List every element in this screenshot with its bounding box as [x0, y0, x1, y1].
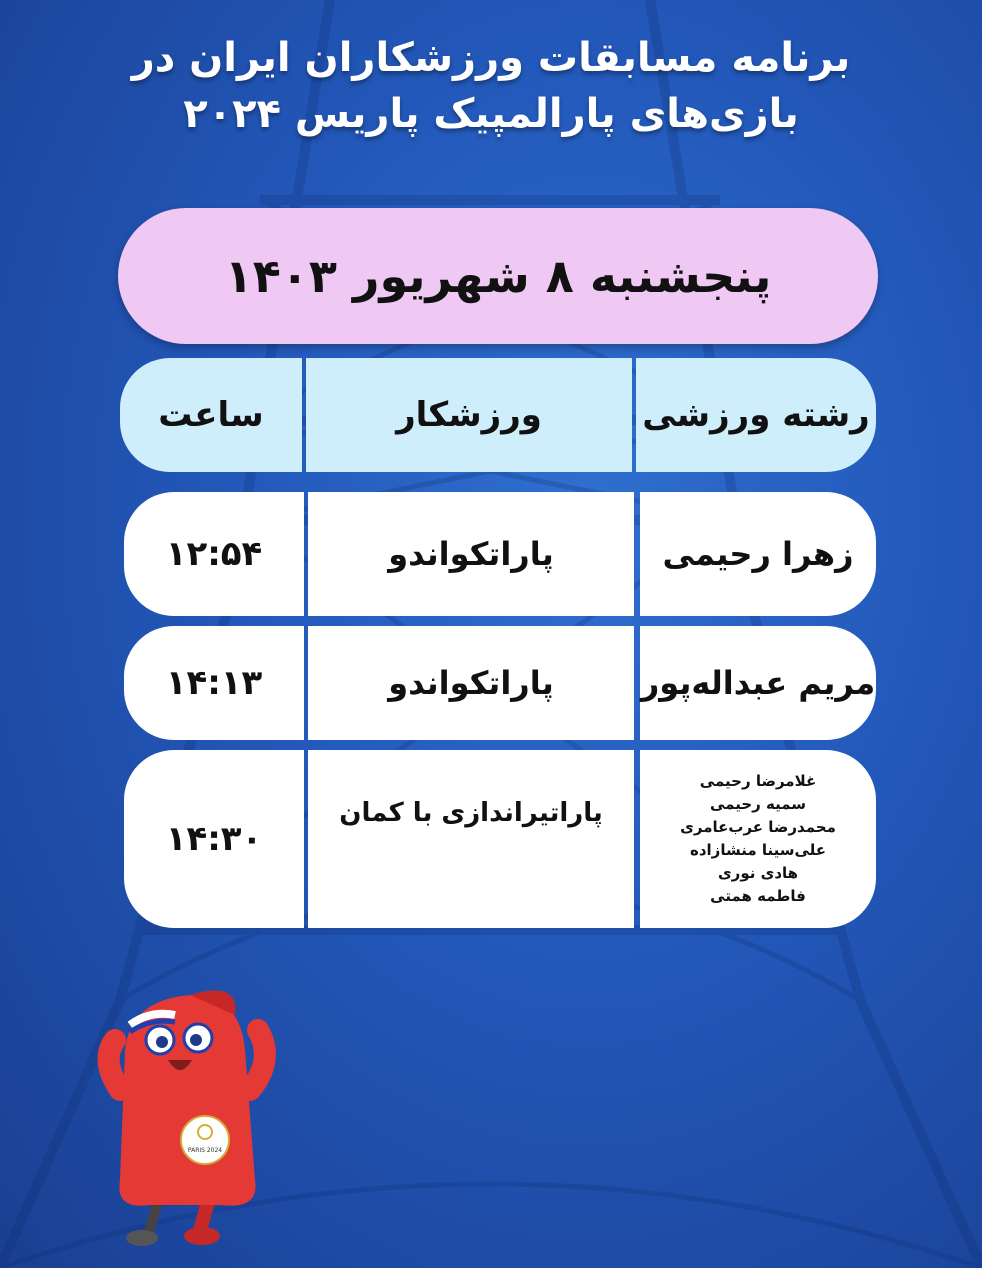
mascot-badge-label: PARIS 2024	[187, 1147, 223, 1154]
title-line-1: برنامه مسابقات ورزشکاران ایران در	[131, 35, 851, 81]
row-1-name: زهرا رحیمی	[640, 492, 876, 616]
row-3-sport-label: پاراتیراندازی با کمان	[339, 798, 603, 828]
row-1-sport: پاراتکواندو	[308, 492, 634, 616]
header-discipline: رشته ورزشی	[636, 358, 876, 472]
row-3-names	[640, 750, 876, 928]
date-label: پنجشنبه ۸ شهریور ۱۴۰۳	[224, 249, 772, 303]
date-banner	[118, 208, 878, 344]
row-3-name-2: سمیه رحیمی	[709, 795, 807, 813]
row-3-name-6: فاطمه همتی	[710, 887, 806, 905]
phryge-mascot-icon	[90, 980, 280, 1250]
row-2-name: مریم عبداله‌پور	[640, 626, 876, 740]
row-2-time: ۱۴:۱۳	[124, 626, 304, 740]
row-1-time: ۱۲:۵۴	[124, 492, 304, 616]
row-3-sport	[308, 750, 634, 928]
row-3-name-5: هادی نوری	[717, 864, 799, 882]
row-3-name-3: محمدرضا عرب‌عامری	[680, 818, 836, 836]
row-3-name-1: غلامرضا رحیمی	[699, 772, 817, 790]
header-time: ساعت	[120, 358, 302, 472]
row-2-sport: پاراتکواندو	[308, 626, 634, 740]
title-line-2: بازی‌های پارالمپیک پاریس ۲۰۲۴	[183, 91, 799, 137]
header-athlete: ورزشکار	[306, 358, 632, 472]
row-3-time: ۱۴:۳۰	[124, 750, 304, 928]
page-title	[0, 30, 982, 142]
row-3-name-4: علی‌سینا منشازاده	[689, 841, 827, 859]
